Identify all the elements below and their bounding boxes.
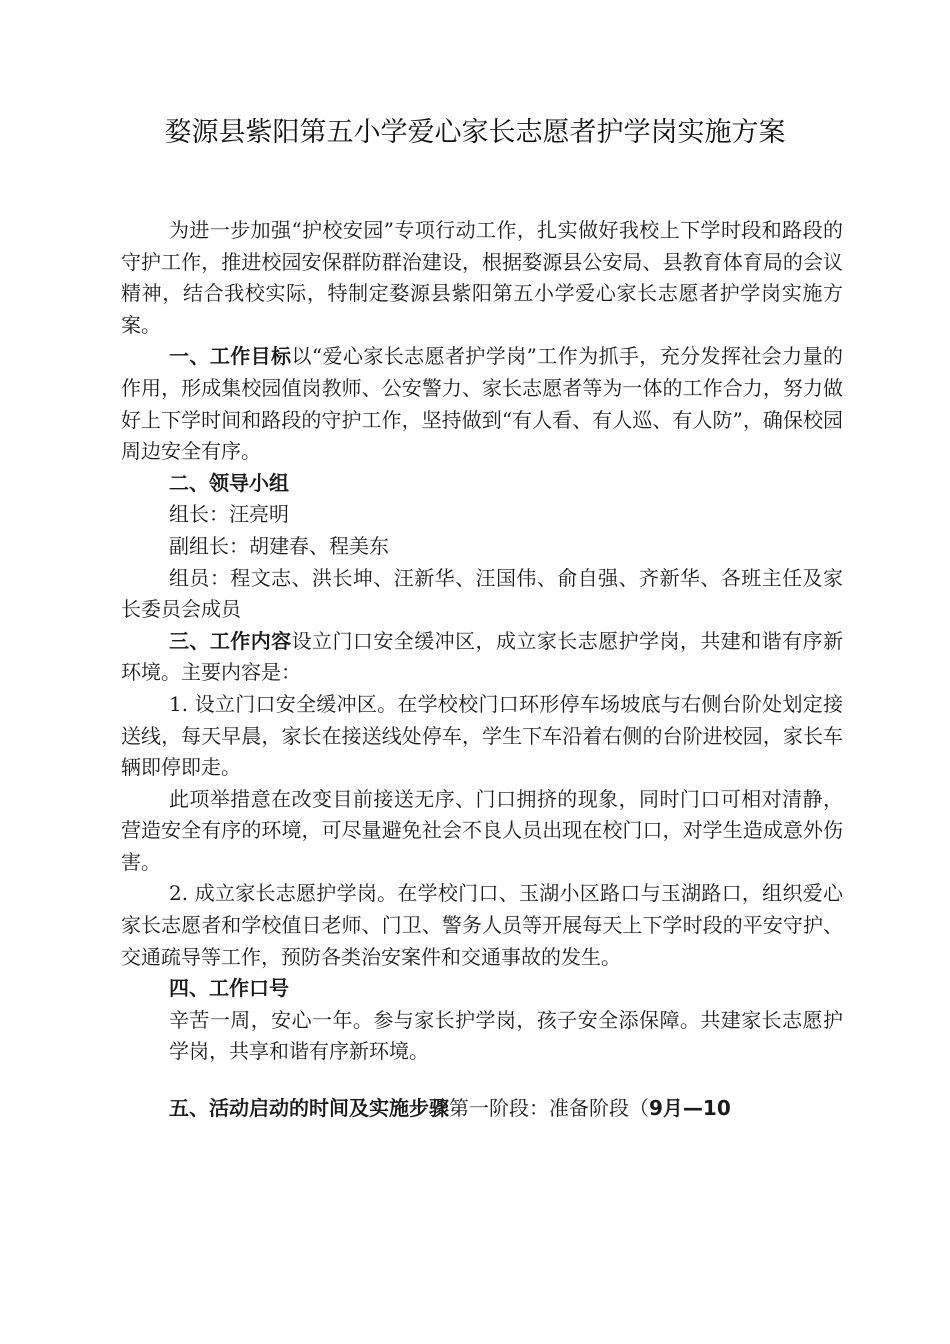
section-slogan bbox=[121, 973, 843, 1005]
vice-leader-line: 副组长：胡建春、程美东 bbox=[169, 533, 389, 558]
section-leadership bbox=[121, 468, 843, 500]
document-body bbox=[121, 215, 843, 1125]
section-schedule-heading: 五、活动启动的时间及实施步骤 bbox=[169, 1096, 449, 1121]
section-schedule bbox=[121, 1093, 843, 1125]
slogan-text: 辛苦一周，安心一年。参与家长护学岗，孩子安全添保障。共建家长志愿护学岗，共享和谐有序新环境。 bbox=[169, 1007, 843, 1064]
content-item-2: 2. 成立家长志愿护学岗。在学校门口、玉湖小区路口与玉湖路口，组织爱心家长志愿者和学校值日老师、门卫、警务人员等开展每天上下学时段的平安守护、交通疏导等工作，预防各类治安案件和交通事故的发生。 bbox=[121, 881, 843, 969]
section-leadership-heading: 二、领导小组 bbox=[169, 470, 289, 495]
section-schedule-date: 9月—10 bbox=[649, 1096, 731, 1121]
intro-paragraph: 为进一步加强“护校安园”专项行动工作，扎实做好我校上下学时段和路段的守护工作，推进校园安保群防群治建设，根据婺源县公安局、县教育体育局的会议精神，结合我校实际，特制定婺源县紫阳第五小学爱心家长志愿者护学岗实施方案。 bbox=[121, 218, 843, 337]
content-item-1-note: 此项举措意在改变目前接送无序、门口拥挤的现象，同时门口可相对清静，营造安全有序的环境，可尽量避免社会不良人员出现在校门口，对学生造成意外伤害。 bbox=[121, 786, 843, 874]
section-content-heading: 三、工作内容 bbox=[169, 628, 292, 653]
section-content bbox=[121, 626, 843, 689]
section-content-text: 设立门口安全缓冲区，成立家长志愿护学岗，共建和谐有序新环境。主要内容是： bbox=[121, 628, 843, 685]
spacer bbox=[121, 1068, 843, 1093]
section-goal bbox=[121, 341, 843, 467]
section-goal-heading: 一、工作目标 bbox=[169, 344, 292, 369]
leader-line: 组长：汪亮明 bbox=[169, 502, 289, 527]
section-slogan-heading: 四、工作口号 bbox=[169, 976, 289, 1001]
section-goal-text: 以“爱心家长志愿者护学岗”工作为抓手，充分发挥社会力量的作用，形成集校园值岗教师、公安警力、家长志愿者等为一体的工作合力，努力做好上下学时间和路段的守护工作，坚持做到“有人看、有人巡、有人防”，确保校园周边安全有序。 bbox=[121, 344, 844, 464]
members-line: 组员：程文志、洪长坤、汪新华、汪国伟、俞自强、齐新华、各班主任及家长委员会成员 bbox=[121, 565, 843, 622]
section-schedule-text: 第一阶段：准备阶段（ bbox=[449, 1096, 649, 1121]
document-title: 婺源县紫阳第五小学爱心家长志愿者护学岗实施方案 bbox=[164, 117, 786, 148]
content-item-1: 1. 设立门口安全缓冲区。在学校校门口环形停车场坡底与右侧台阶处划定接送线，每天早晨，家长在接送线处停车，学生下车沿着右侧的台阶进校园，家长车辆即停即走。 bbox=[121, 691, 843, 780]
